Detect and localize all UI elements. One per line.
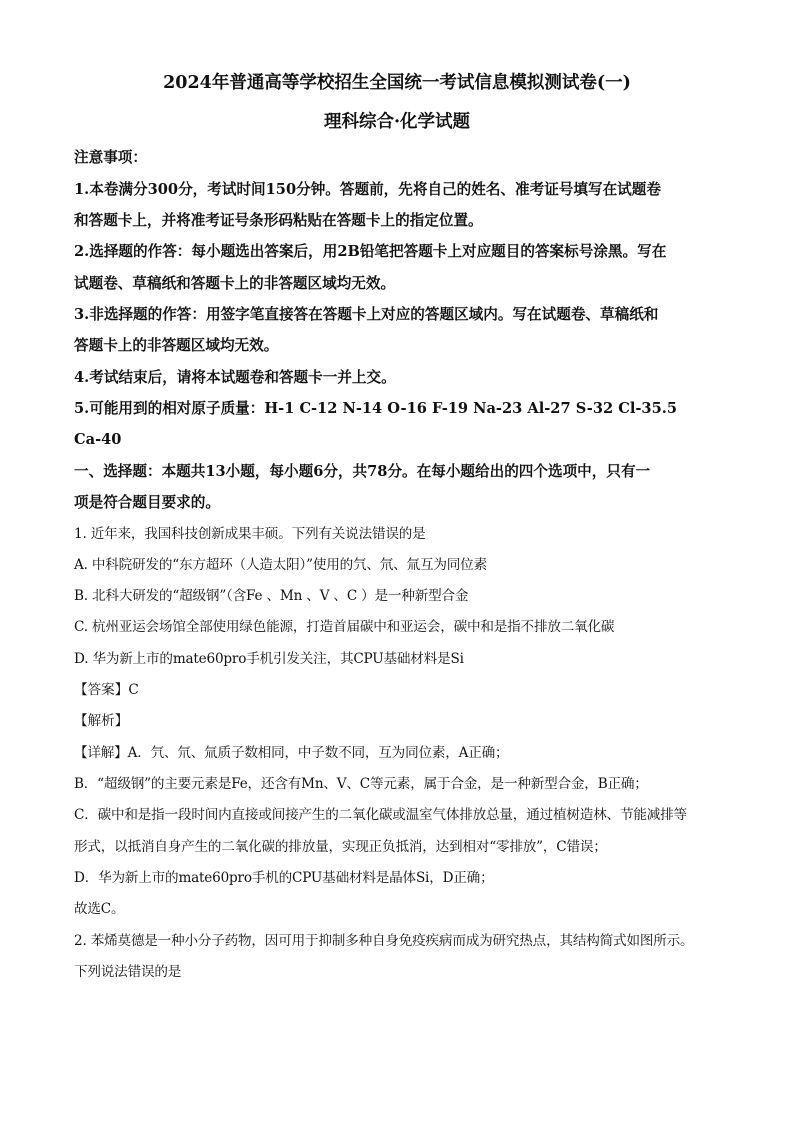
notice-line: Ca-40 xyxy=(74,431,122,448)
exam-subtitle: 理科综合·化学试题 xyxy=(323,112,471,132)
notice-line: 试题卷、草稿纸和答题卡上的非答题区域均无效。 xyxy=(74,275,396,292)
notice-line: 4.考试结束后，请将本试题卷和答题卡一并上交。 xyxy=(74,369,396,386)
detail-line: D．华为新上市的mate60pro手机的CPU基础材料是晶体Si，D正确； xyxy=(74,870,494,886)
question-stem: 下列说法错误的是 xyxy=(74,964,182,980)
notice-line: 2.选择题的作答：每小题选出答案后，用2B铅笔把答题卡上对应题目的答案标号涂黑。写在 xyxy=(74,243,667,260)
notice-line: 答题卡上的非答题区域均无效。 xyxy=(74,337,279,354)
detail-line: 故选C。 xyxy=(74,901,125,917)
question-option-b: B. 北科大研发的“超级钢”（含Fe 、Mn 、V 、C ）是一种新型合金 xyxy=(74,588,469,604)
question-option-d: D. 华为新上市的mate60pro手机引发关注，其CPU基础材料是Si xyxy=(74,651,464,667)
notice-line: 1.本卷满分300分，考试时间150分钟。答题前，先将自己的姓名、准考证号填写在试题卷 xyxy=(74,181,661,198)
detail-line: C．碳中和是指一段时间内直接或间接产生的二氧化碳或温室气体排放总量，通过植树造林、节能减排等 xyxy=(74,807,687,823)
notice-heading: 注意事项： xyxy=(74,149,147,166)
question-option-c: C. 杭州亚运会场馆全部使用绿色能源，打造首届碳中和亚运会，碳中和是指不排放二氧化碳 xyxy=(74,619,615,635)
detail-line: B．“超级钢”的主要元素是Fe，还含有Mn、V、C等元素，属于合金，是一种新型合金，B正确； xyxy=(74,776,648,792)
notice-line: 3.非选择题的作答：用签字笔直接答在答题卡上对应的答题区域内。写在试题卷、草稿纸和 xyxy=(74,306,659,323)
answer-label: 【答案】C xyxy=(74,682,139,698)
section-heading: 项是符合题目要求的。 xyxy=(74,494,220,511)
exam-title: 2024年普通高等学校招生全国统一考试信息模拟测试卷(一) xyxy=(163,73,631,93)
question-option-a: A. 中科院研发的“东方超环（人造太阳）”使用的氕、氘、氚互为同位素 xyxy=(74,557,487,573)
question-stem: 2. 苯烯莫德是一种小分子药物，因可用于抑制多种自身免疫疾病而成为研究热点，其结构简式如图所示。 xyxy=(74,933,694,949)
detail-line: 【详解】A．氕、氘、氚质子数相同，中子数不同，互为同位素，A正确； xyxy=(74,745,509,761)
notice-line: 5.可能用到的相对原子质量：H-1 C-12 N-14 O-16 F-19 Na-23 Al-27 S-32 Cl-35.5 xyxy=(74,400,677,417)
question-stem: 1. 近年来，我国科技创新成果丰硕。下列有关说法错误的是 xyxy=(74,526,426,542)
detail-line: 形式，以抵消自身产生的二氧化碳的排放量，实现正负抵消，达到相对“零排放”，C错误； xyxy=(74,839,607,855)
analysis-label: 【解析】 xyxy=(74,713,129,729)
notice-line: 和答题卡上，并将准考证号条形码粘贴在答题卡上的指定位置。 xyxy=(74,212,483,229)
section-heading: 一、选择题：本题共13小题，每小题6分，共78分。在每小题给出的四个选项中，只有一 xyxy=(74,463,651,480)
